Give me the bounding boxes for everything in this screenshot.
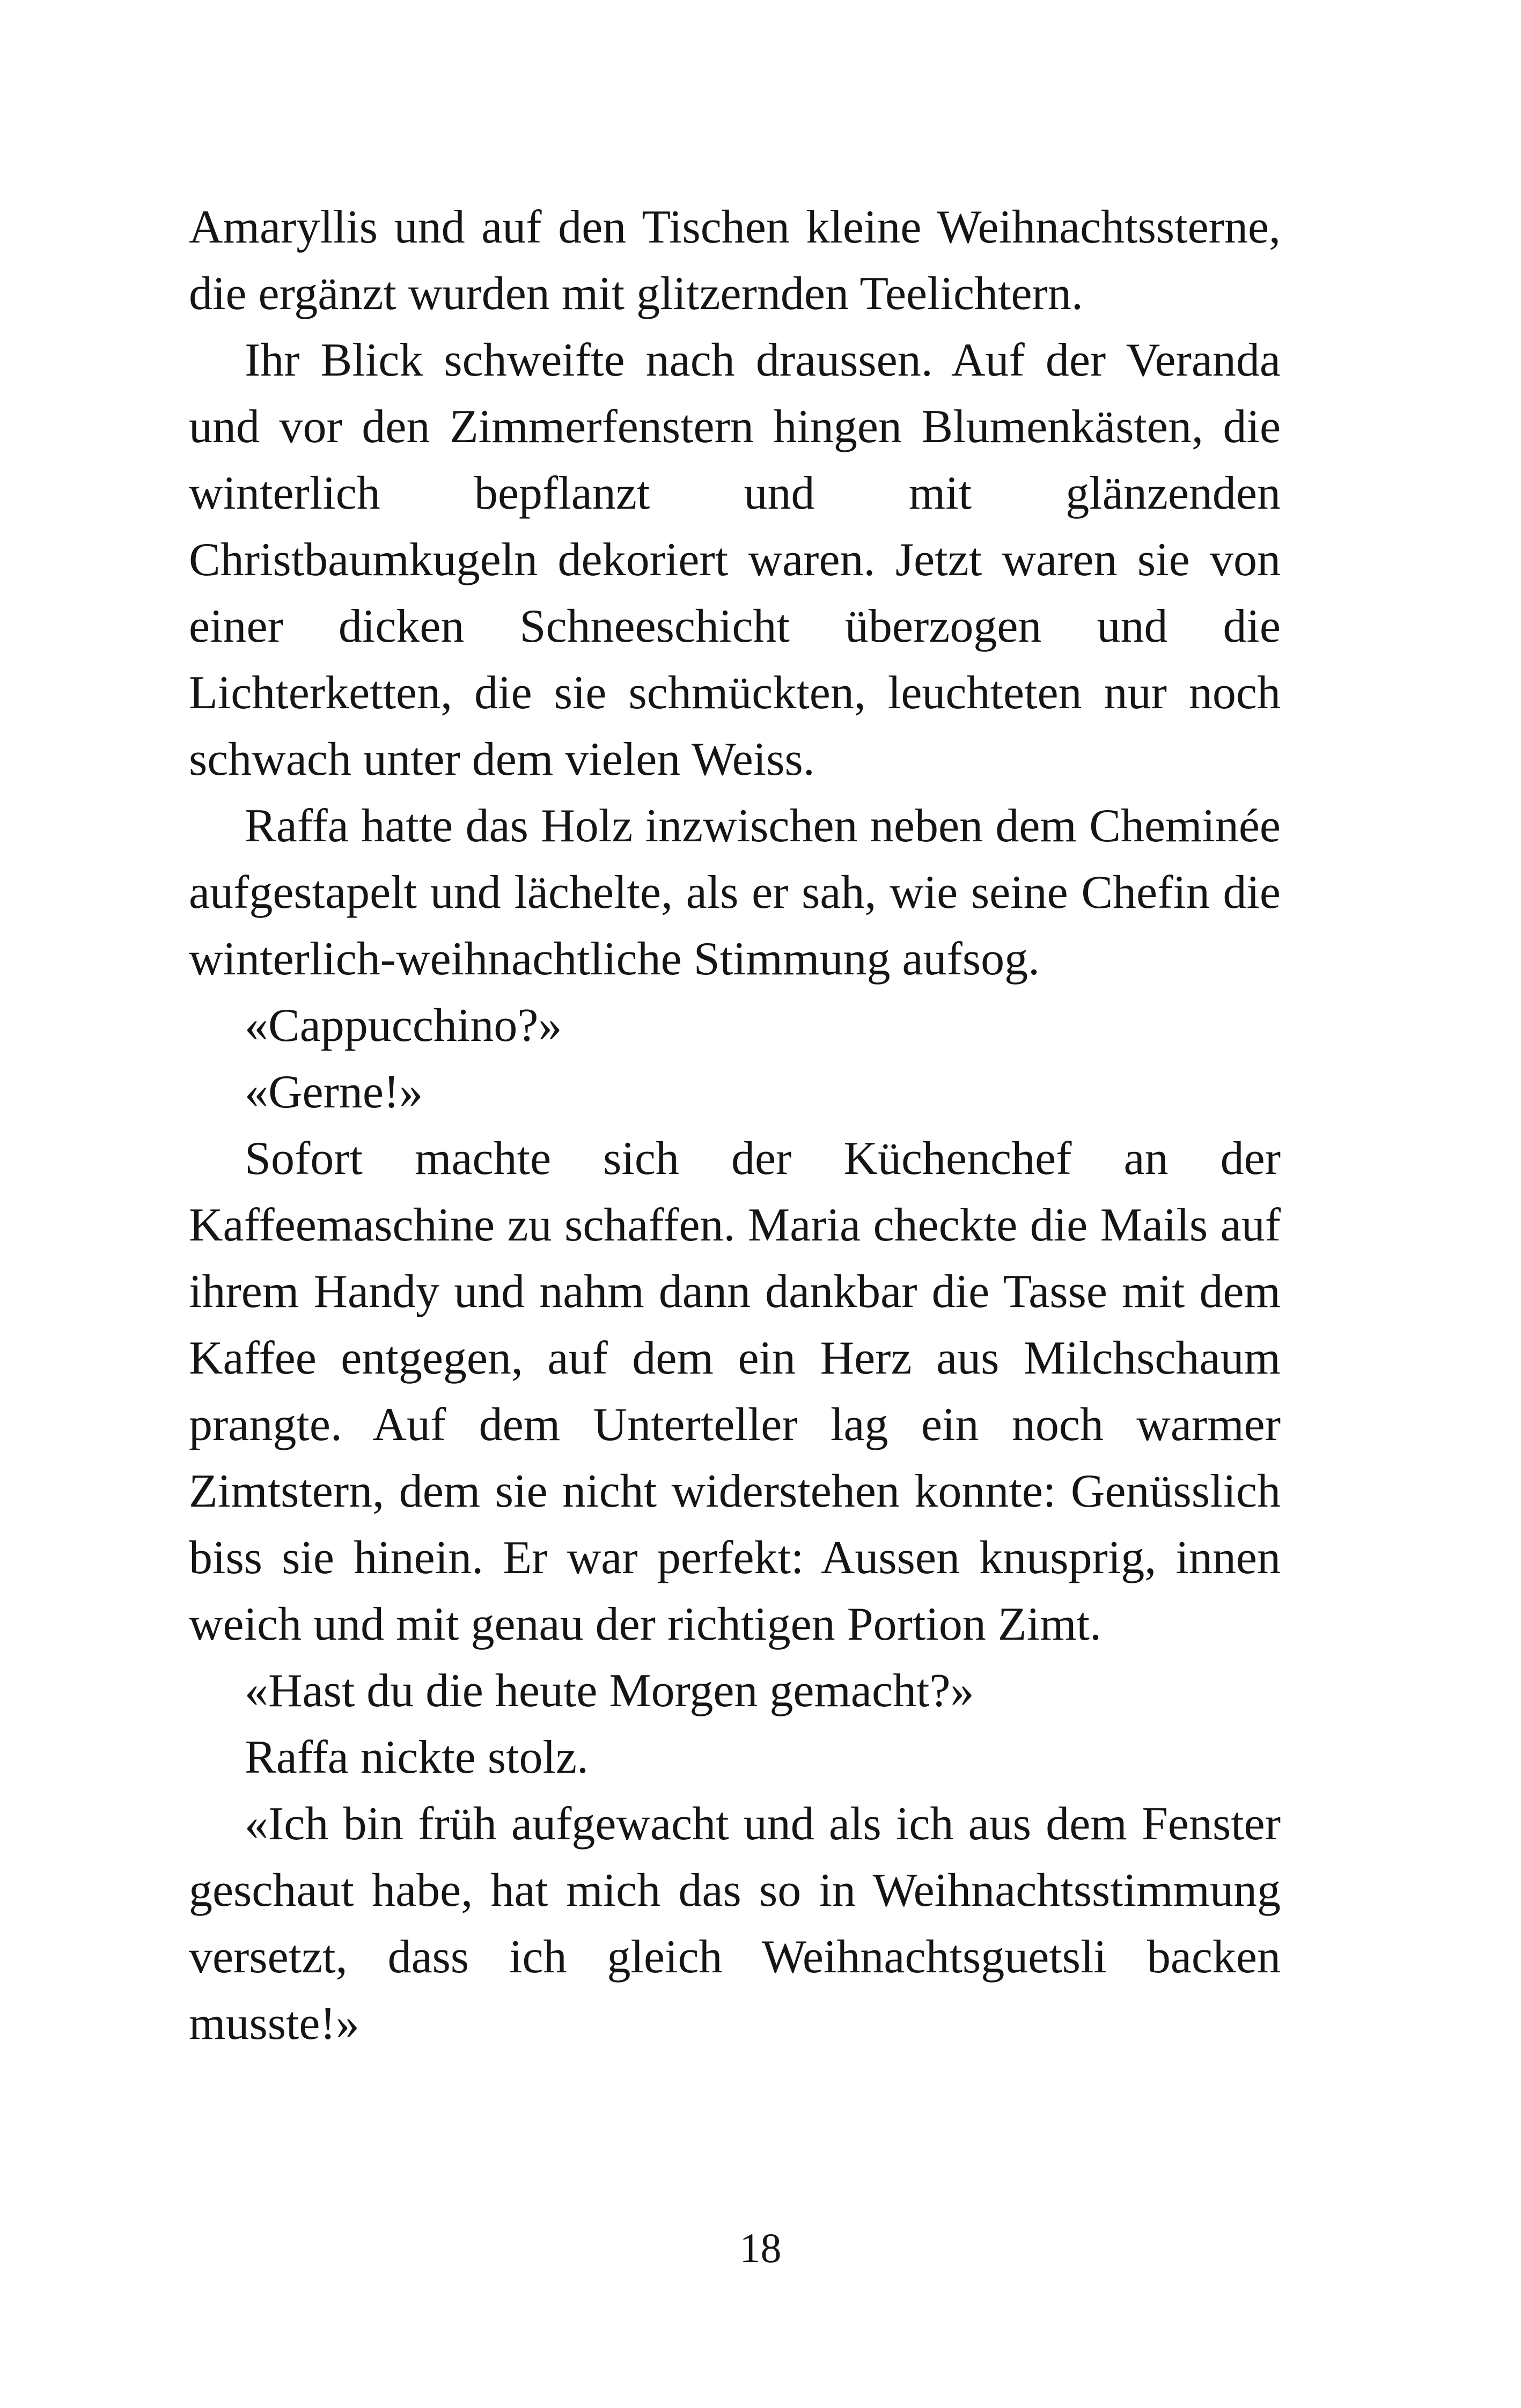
text-line: Raffa nickte stolz. xyxy=(245,1731,589,1783)
text-line: Lichterketten, die sie schmückten, leuchteten nur noch xyxy=(189,667,1281,719)
page-number: 18 xyxy=(739,2225,782,2271)
text-line: Christbaumkugeln dekoriert waren. Jetzt waren sie von xyxy=(189,534,1281,586)
text-line: schwach unter dem vielen Weiss. xyxy=(189,733,815,785)
text-line: Kaffeemaschine zu schaffen. Maria checkte die Mails auf xyxy=(189,1199,1281,1251)
text-line: «Gerne!» xyxy=(245,1066,423,1118)
text-line: Sofort machte sich der Küchenchef an der xyxy=(245,1133,1281,1185)
text-line: einer dicken Schneeschicht überzogen und die xyxy=(189,600,1281,652)
text-line: Amaryllis und auf den Tischen kleine Weihnachtssterne, xyxy=(189,201,1281,253)
text-line: prangte. Auf dem Unterteller lag ein noch warmer xyxy=(189,1399,1281,1451)
text-line: biss sie hinein. Er war perfekt: Aussen knusprig, innen xyxy=(189,1532,1281,1584)
text-line: winterlich bepflanzt und mit glänzenden xyxy=(189,467,1281,519)
text-line: Raffa hatte das Holz inzwischen neben dem Cheminée xyxy=(245,800,1281,852)
text-line: ihrem Handy und nahm dann dankbar die Tasse mit dem xyxy=(189,1266,1281,1318)
text-line: Zimtstern, dem sie nicht widerstehen konnte: Genüsslich xyxy=(189,1465,1281,1517)
text-line: geschaut habe, hat mich das so in Weihnachtsstimmung xyxy=(189,1864,1281,1917)
text-line: «Ich bin früh aufgewacht und als ich aus dem Fenster xyxy=(245,1798,1281,1850)
text-line: weich und mit genau der richtigen Portion Zimt. xyxy=(189,1598,1101,1650)
text-line: die ergänzt wurden mit glitzernden Teelichtern. xyxy=(189,268,1083,320)
text-line: aufgestapelt und lächelte, als er sah, wie seine Chefin die xyxy=(189,867,1281,919)
body-text xyxy=(189,194,1281,2057)
text-line: «Cappucchino?» xyxy=(245,1000,562,1052)
text-line: Ihr Blick schweifte nach draussen. Auf der Veranda xyxy=(245,334,1281,386)
text-line: winterlich-weihnachtliche Stimmung aufsog. xyxy=(189,933,1040,985)
text-line: «Hast du die heute Morgen gemacht?» xyxy=(245,1665,974,1717)
text-line: und vor den Zimmerfenstern hingen Blumenkästen, die xyxy=(189,401,1281,453)
text-line: Kaffee entgegen, auf dem ein Herz aus Milchschaum xyxy=(189,1332,1281,1384)
text-line: versetzt, dass ich gleich Weihnachtsguetsli backen xyxy=(189,1931,1281,1983)
text-line: musste!» xyxy=(189,1998,359,2050)
